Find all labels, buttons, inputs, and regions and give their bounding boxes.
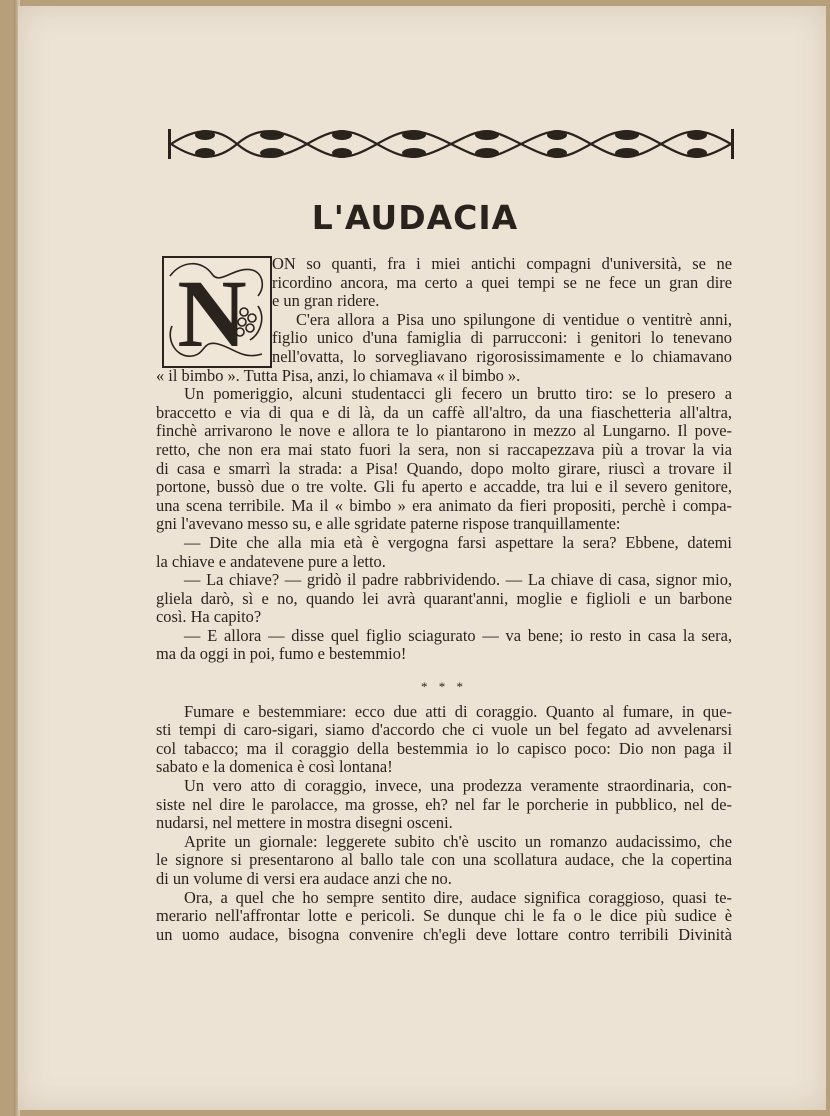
article-body [156,255,732,944]
text-line: nudarsi, nel mettere in mostra disegni osceni. [156,814,453,833]
text-line: gni l'avevano messo su, e alle sgridate paterne rispose tranquillamente: [156,515,621,534]
text-line: siste nel dire le parolacce, ma grosse, eh? nel far le porcherie in pubblico, nel de- [156,795,732,814]
text-line: di casa e smarrì la strada: a Pisa! Quando, dopo molto girare, riuscì a trovare il [156,459,732,478]
text-line: Fumare e bestemmiare: ecco due atti di coraggio. Quanto al fumare, in que- [184,702,732,721]
text-line: ma da oggi in poi, fumo e bestemmio! [156,645,407,664]
text-line: ON so quanti, fra i miei antichi compagni d'università, se ne [272,255,732,273]
text-line: nell'ovatta, lo sorvegliavano rigorosissimamente e lo chiamavano [272,347,732,366]
text-line: Un pomeriggio, alcuni studentacci gli fecero un brutto tiro: se lo presero a [184,385,732,404]
text-line: col tabacco; ma il coraggio della bestemmia io lo capisco poco: Dio non paga il [156,739,732,758]
text-line: Un vero atto di coraggio, invece, una prodezza veramente straordinaria, con- [184,777,732,796]
text-line: Ora, a quel che ho sempre sentito dire, audace significa coraggioso, quasi te- [184,888,732,907]
text-line: di un volume di versi era audace anzi che no. [156,870,452,888]
floral-ornament-banner [167,123,735,165]
text-line: Aprite un giornale: leggerete subito ch'è uscito un romanzo audacissimo, che [184,832,732,851]
text-line: retto, che non era mai stato fuori la sera, non si raccapezzava più a trovar la via [156,440,732,459]
text-line: sabato e la domenica è così lontana! [156,758,393,777]
text-line: un uomo audace, bisogna convenire ch'egli deve lottare contro terribili Divinità [156,925,732,944]
text-line: braccetto e via di qua e di là, da un caffè all'altro, da una fiaschetteria all'altra, [156,403,732,422]
text-line: sti tempi di caro-sigari, siamo d'accordo che ci vuole un bel fegato ad avvelenarsi [156,721,732,740]
text-line: finchè arrivarono le nove e allora te lo piantarono in mezzo al Lungarno. Il pove- [156,422,732,441]
article-title: L'AUDACIA [311,198,519,237]
text-line: C'era allora a Pisa uno spilungone di ventidue o ventitrè anni, [296,310,732,329]
text-line: e un gran ridere. [272,292,380,311]
text-line: — E allora — disse quel figlio sciagurato — va bene; io resto in casa la sera, [184,626,732,645]
text-line: gliela darò, sì e no, quando lei avrà quarant'anni, moglie e figlioli e un barbone [156,589,732,608]
text-line: così. Ha capito? [156,608,262,627]
text-line: — Dite che alla mia età è vergogna farsi aspettare la sera? Ebbene, datemi [184,533,732,552]
text-line: le signore si presentarono al ballo tale con una scollatura audace, che la copertina [156,851,732,870]
text-line: portone, bussò due o tre volte. Gli fu aperto e accadde, tra lui e il severo genitore, [156,478,732,497]
text-line: merario nell'affrontar lotte e pericoli. Se dunque chi le fa o le dice più sudice è [156,907,732,926]
text-line: « il bimbo ». Tutta Pisa, anzi, lo chiamava « il bimbo ». [156,366,521,385]
text-line: la chiave e andatevene pure a letto. [156,552,386,571]
section-separator: * * * [421,679,467,695]
svg-text:N: N [177,260,247,367]
text-line: — La chiave? — gridò il padre rabbrividendo. — La chiave di casa, signor mio, [184,571,732,590]
text-line: una scena terribile. Ma il « bimbo » era animato da fieri propositi, perchè i compa- [156,496,732,515]
text-line: figlio unico d'una famiglia di parrucconi: i genitori lo tenevano [272,329,732,348]
text-line: ricordino ancora, ma certo a quei tempi se ne fece un gran dire [272,273,732,292]
